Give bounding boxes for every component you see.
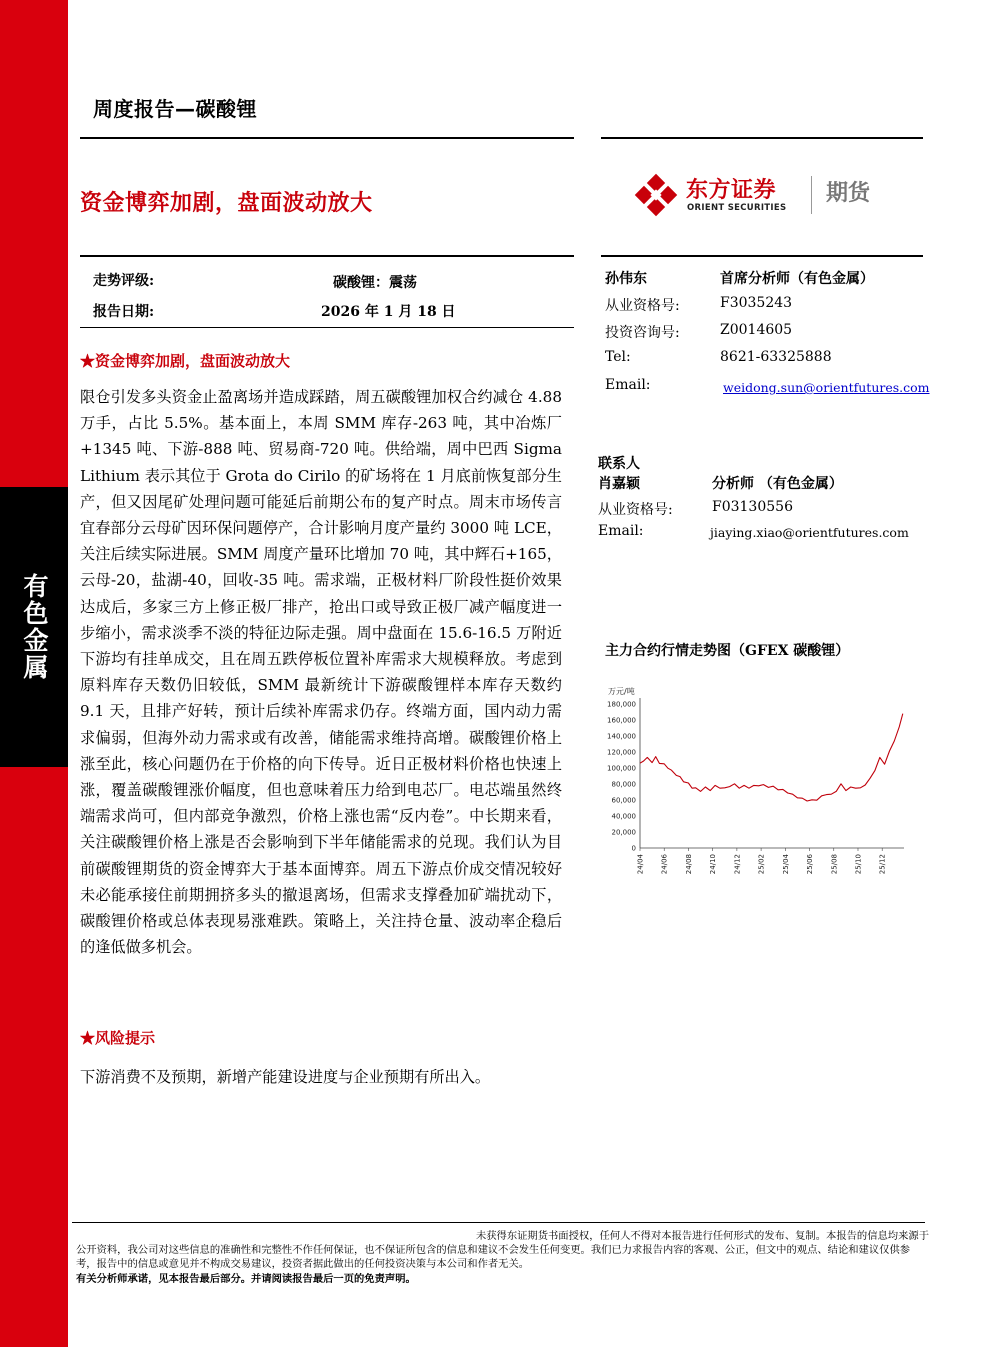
chief-analyst-title: 首席分析师（有色金属） bbox=[720, 271, 874, 287]
chart-x-tick-label: 24/04 bbox=[636, 854, 645, 875]
brand-division: 期货 bbox=[826, 181, 871, 206]
report-date-value: 2026 年 1 月 18 日 bbox=[321, 304, 456, 320]
chart-y-tick-label: 120,000 bbox=[607, 748, 636, 757]
header-rule bbox=[80, 137, 574, 139]
summary-title: ★资金博弈加剧，盘面波动放大 bbox=[80, 352, 291, 370]
contact-license: F03130556 bbox=[712, 499, 793, 515]
contact-license-label: 从业资格号: bbox=[598, 502, 673, 518]
meta-rule-bottom bbox=[80, 327, 574, 328]
chart-y-tick-label: 20,000 bbox=[611, 828, 636, 837]
footer-rule bbox=[72, 1222, 925, 1223]
sector-label: 有色金属 bbox=[20, 573, 49, 681]
chart-x-tick-label: 25/06 bbox=[806, 854, 815, 875]
report-date-label: 报告日期: bbox=[93, 304, 155, 320]
chart-y-tick-label: 60,000 bbox=[611, 796, 636, 805]
chief-license-label: 从业资格号: bbox=[605, 298, 680, 314]
disclaimer bbox=[76, 1229, 929, 1286]
chart-x-tick-label: 24/08 bbox=[684, 854, 693, 875]
chief-tel-label: Tel: bbox=[605, 349, 631, 365]
chief-email-label: Email: bbox=[605, 377, 651, 393]
chart-y-tick-label: 160,000 bbox=[607, 716, 636, 725]
contact-email[interactable]: jiaying.xiao@orientfutures.com bbox=[710, 525, 909, 540]
report-headline: 资金博弈加剧，盘面波动放大 bbox=[80, 191, 373, 216]
chart-x-tick-label: 24/06 bbox=[660, 854, 669, 875]
chief-consult-label: 投资咨询号: bbox=[605, 325, 680, 341]
meta-rule-top bbox=[80, 255, 574, 257]
meta-rule-top-right bbox=[601, 255, 923, 257]
chief-license: F3035243 bbox=[720, 295, 793, 311]
brand-name-en: ORIENT SECURITIES bbox=[687, 203, 787, 213]
disclaimer-line-2: 公开资料，我公司对这些信息的准确性和完整性不作任何保证，也不保证所包含的信息和建议不会发生任何变更。我们已力求报告内容的客观、公正，但文中的观点、结论和建议仅供参考，报告中的信息或意见并不构成交易建议，投资者据此做出的任何投资决策与本公司和作者无关。 bbox=[76, 1244, 911, 1271]
chief-tel: 8621-63325888 bbox=[720, 349, 832, 365]
chart-x-tick-label: 25/12 bbox=[878, 854, 887, 875]
rating-value: 碳酸锂：震荡 bbox=[333, 275, 417, 291]
chart-y-tick-label: 80,000 bbox=[611, 780, 636, 789]
header-rule-right bbox=[601, 137, 923, 139]
chief-analyst-name: 孙伟东 bbox=[605, 271, 647, 287]
brand-logo bbox=[633, 170, 883, 220]
chart-series-line bbox=[640, 714, 903, 801]
logo-divider bbox=[811, 176, 812, 214]
chart-x-tick-label: 25/02 bbox=[757, 854, 766, 875]
chart-y-tick-label: 180,000 bbox=[607, 700, 636, 709]
sector-tab bbox=[0, 487, 68, 767]
chart-y-tick-label: 0 bbox=[631, 844, 636, 853]
chief-consult: Z0014605 bbox=[720, 322, 793, 338]
chart-y-tick-label: 40,000 bbox=[611, 812, 636, 821]
chart-y-unit-label: 万元/吨 bbox=[608, 687, 635, 696]
chart-x-tick-label: 24/12 bbox=[733, 854, 742, 875]
chart-y-tick-label: 140,000 bbox=[607, 732, 636, 741]
contact-heading: 联系人 bbox=[598, 456, 640, 472]
brand-name-cn: 东方证券 bbox=[686, 178, 777, 203]
chart-x-tick-label: 24/10 bbox=[709, 854, 718, 875]
disclaimer-line-3: 有关分析师承诺，见本报告最后部分。并请阅读报告最后一页的免责声明。 bbox=[76, 1272, 416, 1285]
document-type: 周度报告—碳酸锂 bbox=[93, 97, 257, 121]
contact-name: 肖嘉颖 bbox=[598, 476, 640, 492]
price-trend-chart bbox=[598, 682, 918, 912]
chart-y-tick-label: 100,000 bbox=[607, 764, 636, 773]
contact-email-label: Email: bbox=[598, 523, 644, 539]
summary-body: 限仓引发多头资金止盈离场并造成踩踏，周五碳酸锂加权合约减仓 4.88 万手，占比 5.5%。基本面上，本周 SMM 库存-263 吨，其中冶炼厂+1345 吨、下游-888 吨、贸易商-720 吨。供给端，周中巴西 Sigma Lithium 表示其位于 Grota do Cirilo 的矿场将在 1 月底前恢复部分生产，但又因尾矿处理问题可能延后前期公布的复产时点。周末市场传言宜春部分云母矿因环保问题停产，合计影响月度产量约 3000 吨 LCE，关注后续实际进展。SMM 周度产量环比增加 70 吨，其中辉石+165，云母-20，盐湖-40，回收-35 吨。需求端，正极材料厂阶段性挺价效果达成后，多家三方上修正极厂排产，抢出口或导致正极厂减产幅度进一步缩小，需求淡季不淡的特征边际走强。周中盘面在 15.6-16.5 万附近下游均有挂单成交，且在周五跌停板位置补库需求大规模释放。考虑到原料库存天数仍旧较低，SMM 最新统计下游碳酸锂样本库存天数约 9.1 天，且排产好转，预计后续补库需求仍存。终端方面，国内动力需求偏弱，但海外动力需求或有改善，储能需求维持高增。碳酸锂价格上涨至此，核心问题仍在于价格的向下传导。近日正极材料价格也快速上涨，覆盖碳酸锂涨价幅度，但也意味着压力给到电芯厂。电芯端虽然终端需求尚可，但内部竞争激烈，价格上涨也需“反内卷”。中长期来看，关注碳酸锂价格上涨是否会影响到下半年储能需求的兑现。我们认为目前碳酸锂期货的资金博弈大于基本面博弈。周五下游点价成交情况较好未必能承接住前期拥挤多头的撤退离场，但需求支撑叠加矿端扰动下，碳酸锂价格或总体表现易涨难跌。策略上，关注持仓量、波动率企稳后的逢低做多机会。 bbox=[80, 388, 562, 957]
chief-email-link[interactable]: weidong.sun@orientfutures.com bbox=[723, 380, 930, 395]
disclaimer-line-1: 未获得东证期货书面授权，任何人不得对本报告进行任何形式的发布、复制。本报告的信息均来源于 bbox=[475, 1230, 929, 1242]
orient-securities-logo-icon bbox=[633, 172, 679, 218]
chart-x-tick-label: 25/10 bbox=[854, 854, 863, 875]
risk-title: ★风险提示 bbox=[80, 1029, 156, 1047]
chart-title: 主力合约行情走势图（GFEX 碳酸锂） bbox=[605, 643, 850, 659]
chart-x-tick-label: 25/04 bbox=[781, 854, 790, 875]
chart-x-tick-label: 25/08 bbox=[830, 854, 839, 875]
contact-title: 分析师 （有色金属） bbox=[712, 476, 843, 492]
risk-body: 下游消费不及预期，新增产能建设进度与企业预期有所出入。 bbox=[80, 1068, 491, 1086]
rating-label: 走势评级: bbox=[93, 273, 155, 289]
